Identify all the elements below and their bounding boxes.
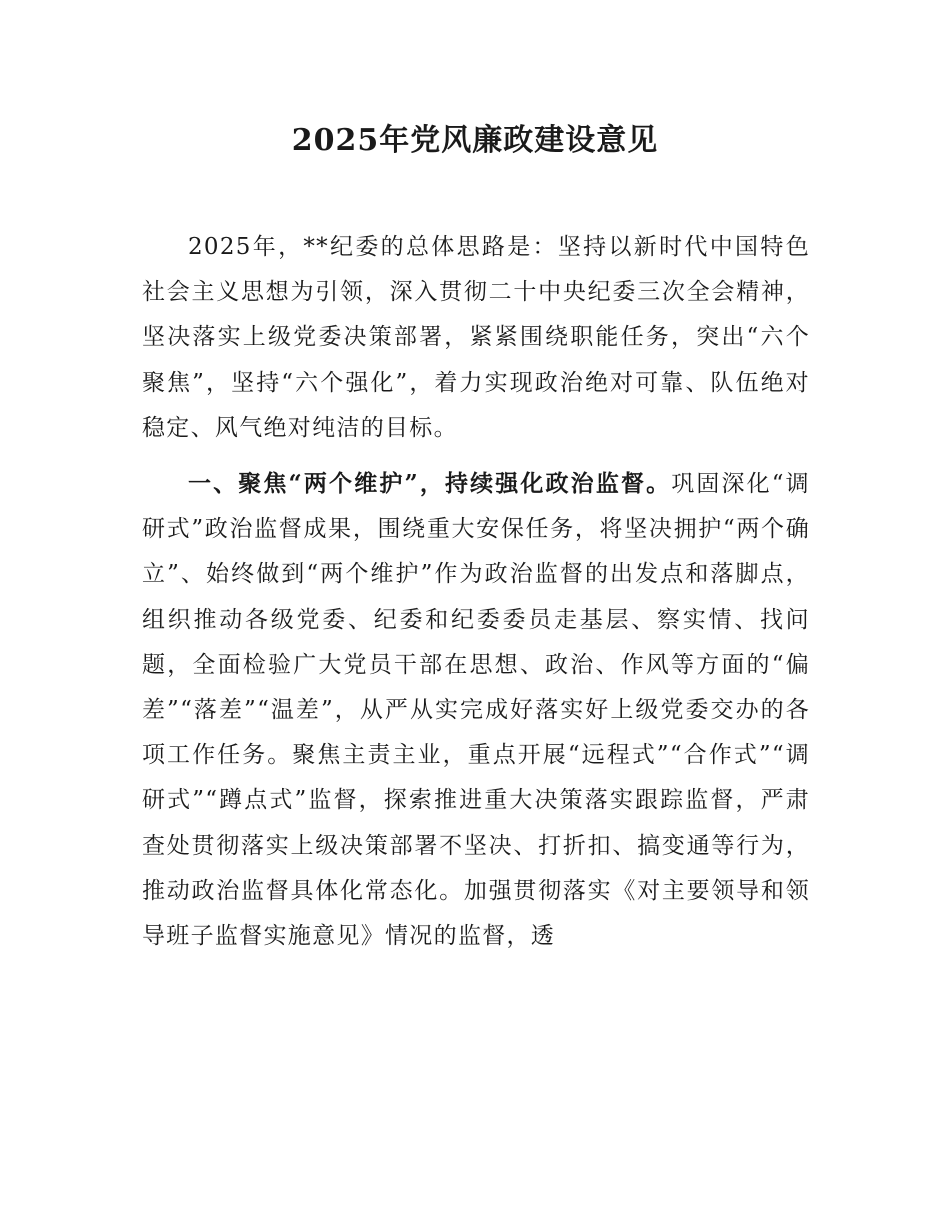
section-1-heading: 一、聚焦“两个维护”，持续强化政治监督。 <box>188 470 672 498</box>
document-body <box>142 225 810 959</box>
section-1-paragraph <box>142 461 810 959</box>
intro-paragraph: 2025年，**纪委的总体思路是：坚持以新时代中国特色社会主义思想为引领，深入贯彻二十中央纪委三次全会精神，坚决落实上级党委决策部署，紧紧围绕职能任务，突出“六个聚焦”，坚持“六个强化”，着力实现政治绝对可靠、队伍绝对稳定、风气绝对纯洁的目标。 <box>142 234 810 441</box>
section-1-body: 巩固深化“调研式”政治监督成果，围绕重大安保任务，将坚决拥护“两个确立”、始终做到“两个维护”作为政治监督的出发点和落脚点，组织推动各级党委、纪委和纪委委员走基层、察实情、找问题，全面检验广大党员干部在思想、政治、作风等方面的“偏差”“落差”“温差”，从严从实完成好落实好上级党委交办的各项工作任务。聚焦主责主业，重点开展“远程式”“合作式”“调研式”“蹲点式”监督，探索推进重大决策落实跟踪监督，严肃查处贯彻落实上级决策部署不坚决、打折扣、搞变通等行为，推动政治监督具体化常态化。加强贯彻落实《对主要领导和领导班子监督实施意见》情况的监督，透 <box>142 471 810 950</box>
document-title: 2025年党风廉政建设意见 <box>291 123 659 158</box>
